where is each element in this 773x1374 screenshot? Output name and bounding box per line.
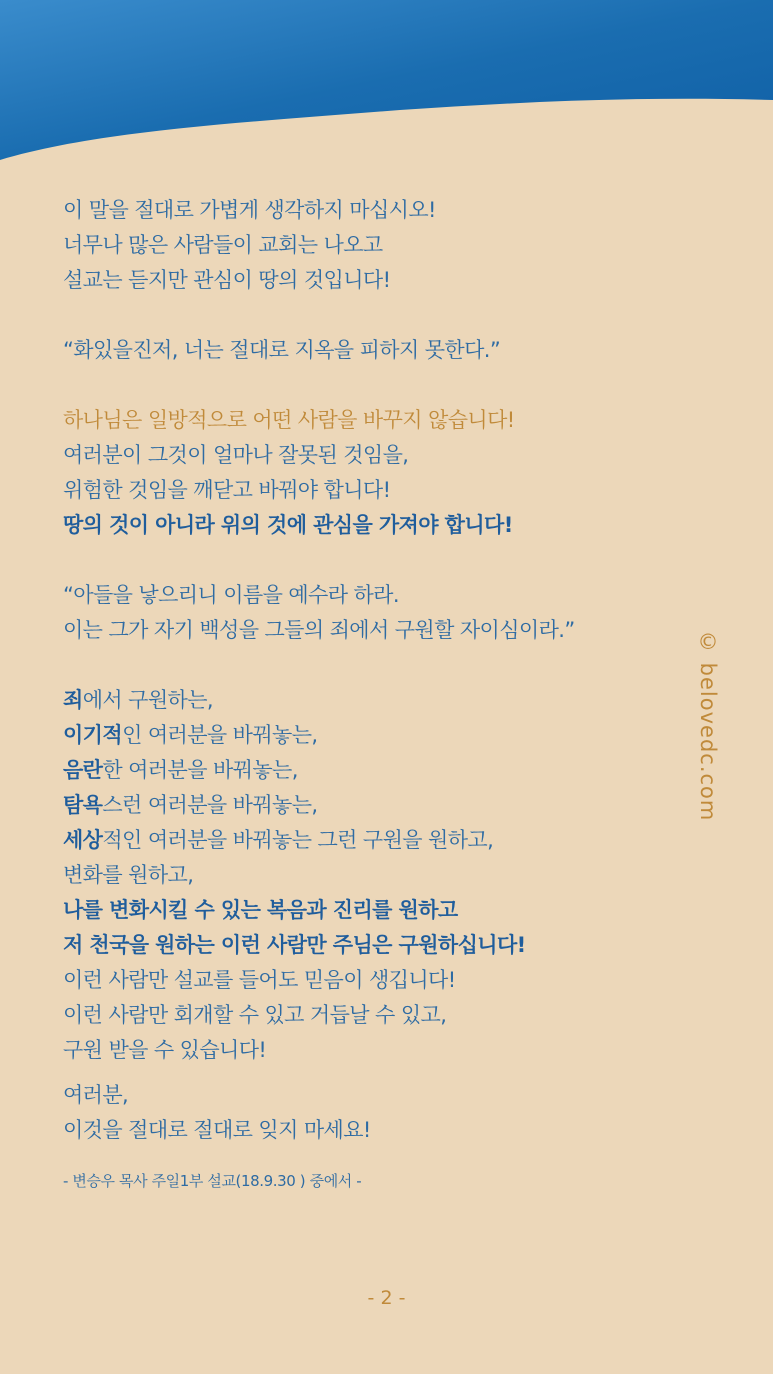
paragraph-line: 이 말을 절대로 가볍게 생각하지 마십시오! bbox=[63, 198, 436, 222]
list-keyword: 죄 bbox=[63, 688, 83, 712]
closing-line: 여러분, bbox=[63, 1083, 129, 1107]
paragraph-line: 위험한 것임을 깨닫고 바꿔야 합니다! bbox=[63, 478, 391, 502]
list-item bbox=[63, 823, 663, 858]
emphasis-line: 나를 변화시킬 수 있는 복음과 진리를 원하고 bbox=[63, 898, 458, 922]
page-number: - 2 - bbox=[367, 1287, 406, 1309]
paragraph-line: 설교는 듣지만 관심이 땅의 것입니다! bbox=[63, 268, 391, 292]
copyright-watermark: © belovedc.com bbox=[696, 630, 720, 822]
emphasis-line: 저 천국을 원하는 이런 사람만 주님은 구원하십니다! bbox=[63, 933, 526, 957]
list-item bbox=[63, 788, 663, 823]
list-text: 스런 여러분을 바꿔놓는, bbox=[102, 793, 318, 817]
sermon-text bbox=[63, 193, 663, 1191]
paragraph-line: 이런 사람만 회개할 수 있고 거듭날 수 있고, bbox=[63, 1003, 447, 1027]
paragraph-line: 구원 받을 수 있습니다! bbox=[63, 1038, 267, 1062]
paragraph-line: 이런 사람만 설교를 들어도 믿음이 생깁니다! bbox=[63, 968, 456, 992]
paragraph-line: 여러분이 그것이 얼마나 잘못된 것임을, bbox=[63, 443, 409, 467]
list-keyword: 세상 bbox=[63, 828, 103, 852]
highlight-line: 하나님은 일방적으로 어떤 사람을 바꾸지 않습니다! bbox=[63, 408, 515, 432]
list-text: 인 여러분을 바꿔놓는, bbox=[122, 723, 318, 747]
quote-line: “화있을진저, 너는 절대로 지옥을 피하지 못한다.” bbox=[63, 338, 501, 362]
list-item bbox=[63, 683, 663, 718]
sermon-source: - 변승우 목사 주일1부 설교(18.9.30 ) 중에서 - bbox=[63, 1172, 362, 1190]
list-text: 적인 여러분을 바꿔놓는 그런 구원을 원하고, bbox=[102, 828, 494, 852]
list-keyword: 이기적 bbox=[63, 723, 123, 747]
closing-line: 이것을 절대로 절대로 잊지 마세요! bbox=[63, 1118, 371, 1142]
quote-line: “아들을 낳으리니 이름을 예수라 하라. bbox=[63, 583, 399, 607]
list-item bbox=[63, 718, 663, 753]
paragraph-line: 변화를 원하고, bbox=[63, 863, 194, 887]
list-keyword: 탐욕 bbox=[63, 793, 103, 817]
paragraph-line: 너무나 많은 사람들이 교회는 나오고 bbox=[63, 233, 383, 257]
list-text: 에서 구원하는, bbox=[82, 688, 213, 712]
emphasis-line: 땅의 것이 아니라 위의 것에 관심을 가져야 합니다! bbox=[63, 513, 513, 537]
list-keyword: 음란 bbox=[63, 758, 103, 782]
header-wave bbox=[0, 0, 773, 175]
list-item bbox=[63, 753, 663, 788]
list-text: 한 여러분을 바꿔놓는, bbox=[102, 758, 298, 782]
quote-line: 이는 그가 자기 백성을 그들의 죄에서 구원할 자이심이라.” bbox=[63, 618, 575, 642]
